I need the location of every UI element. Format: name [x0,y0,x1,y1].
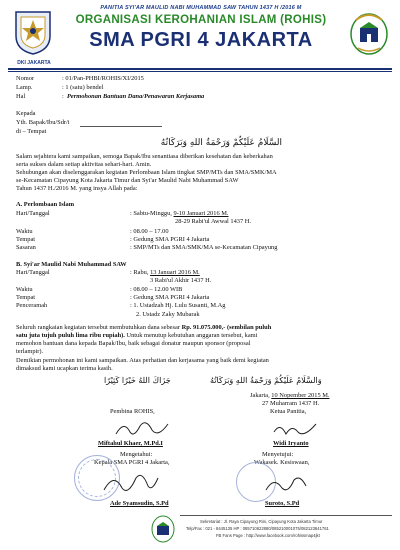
letterhead [0,2,400,70]
section-b-speaker-1: : 1. Ustadzah Hj. Lulu Susanti, M.Ag [130,302,226,309]
section-a-time-label: Waktu [16,228,33,235]
header-rule-thin [8,71,392,72]
footer-phone: Telp/Fax : 021 - 8445135 HP : 085710622880/085210001075/082123641761 [186,526,329,531]
school-name: SMA PGRI 4 JAKARTA [89,29,313,51]
ketua-name: Widi Iryanto [273,440,309,447]
intro-line: se-Kecamatan Cipayung Kota Jakarta Timur dan Syi'ar Maulid Nabi Muhammad SAW [16,177,239,184]
section-b-time-value: : 08.00 – 12.00 WIB [130,286,183,293]
salam-arabic: وَالسَّلَامُ عَلَيْكُمْ وَرَحْمَةُ اللهِ وَبَرَكَاتُهُ [210,376,322,385]
section-b-hijri-date: 3 Rabi'ul Akhir 1437 H. [150,277,212,284]
closing-line: Demikian permohonan ini kami sampaikan. Atas perhatian dan kerjasama yang baik demi kegiatan [16,357,269,364]
kepala-title: Kepala SMA PGRI 4 Jakarta, [94,459,170,466]
nomor-label: Nomor [16,75,35,82]
section-b-time-label: Waktu [16,286,33,293]
logo-caption: DKI JAKARTA [17,60,51,66]
organization-name: ORGANISASI KEROHANIAN ISLAM (ROHIS) [75,14,327,26]
section-b-date-label: Hari/Tanggal [16,269,50,276]
hal-colon: : [62,93,64,100]
hal-label: Hal [16,93,26,100]
ketua-title: Ketua Panitia, [270,408,307,415]
section-a-title: A. Perlombaan Islam [16,201,75,208]
pembina-signature-icon [112,418,172,440]
lamp-label: Lamp. [16,84,33,91]
closing-line: memohon bantuan dana kepada Bapak/Ibu, baik sebagai donatur maupun sponsor (proposal [16,340,251,347]
wakasek-signature-icon [262,472,310,496]
intro-line: Sehubungan akan diselenggarakan kegiatan Perlombaan Islam tingkat SMP/MTs dan SMA/SMK/MA [16,169,277,176]
ditempat-label: di – Tempat [16,128,47,135]
hijri-date: 27 Muharram 1437 H. [262,400,320,407]
nomor-value: : 01/Pan-PHBI/ROHIS/XI/2015 [62,75,144,82]
section-a-place-label: Tempat [16,236,36,243]
section-a-date-label: Hari/Tanggal [16,210,50,217]
section-a-target-value: : SMP/MTs dan SMA/SMK/MA se-Kecamatan Cipayung [130,244,278,251]
kepada-label: Kepada [16,110,36,117]
intro-line: Tahun 1437 H./2016 M. yang insya Allah pada: [16,185,138,192]
section-b-speaker-2: 2. Ustadz Zaky Mubarak [136,311,200,318]
footer-emblem-icon [150,514,176,544]
section-b-place-label: Tempat [16,294,36,301]
wakasek-name: Suroto, S.Pd [265,500,300,507]
section-b-speaker-label: Penceramah [16,302,48,309]
mengetahui-label: Mengetahui: [120,451,153,458]
footer-secretariat: Sekretariat : Jl. Raya Cipayung Rini, Cipayung Kota Jakarta Timur [200,519,323,524]
kepala-name: Ade Syamsudin, S.Pd [110,500,169,507]
closing-line: Seluruh rangkaian kegiatan tersebut membutuhkan dana sebesar Rp. 91.075.000,- (sembilan puluh [16,324,272,331]
wakasek-title: Wakasek. Kesiswaan, [254,459,310,466]
section-a-hijri-date: 28-29 Rabi'ul Awwal 1437 H. [175,218,252,225]
section-a-date-value: : Sabtu-Minggu, 9-10 Januari 2016 M. [130,210,229,217]
kepala-signature-icon [100,468,162,498]
school-crest-icon [12,8,54,56]
closing-line: dimaksud kami ucapkan terima kasih. [16,365,113,372]
hal-value: Permohonan Bantuan Dana/Penawaran Kerjasama [67,93,205,100]
section-a-target-label: Sasaran [16,244,36,251]
recipient-blank-line [80,126,162,127]
closing-line: terlampir). [16,348,44,355]
menyetujui-label: Menyetujui: [262,451,294,458]
section-a-time-value: : 08.00 – 17.00 [130,228,169,235]
place-date: Jakarta, 10 Nopember 2015 M. [250,392,330,399]
intro-line: Salam sejahtera kami sampaikan, semoga Bapak/Ibu senantiasa diberikan kesehatan dan keberkahan [16,153,273,160]
section-b-place-value: : Gedung SMA PGRI 4 Jakarta [130,294,210,301]
header-rule-thick [8,68,392,70]
rohis-emblem-icon [348,8,390,56]
footer-fanpage: FB Fans Page : http://www.facebook.com/rohissmap4jkt [216,533,320,538]
committee-subtitle: PANITIA SYI'AR MAULID NABI MUHAMMAD SAW TAHUN 1437 H /2016 M [100,5,302,11]
recipient-label: Yth. Bapak/Ibu/Sdr/i [16,119,70,126]
pembina-name: Miftahul Khaer, M.Pd.I [98,440,163,447]
section-a-place-value: : Gedung SMA PGRI 4 Jakarta [130,236,210,243]
lamp-value: : 1 (satu) bendel [62,84,104,91]
section-b-title: B. Syi'ar Maulid Nabi Muhammad SAW [16,261,127,268]
closing-line: satu juta tujuh puluh lima ribu rupiah). Untuk menutup kebutuhan anggaran tersebut, kami [16,332,258,339]
section-b-date-value: : Rabu, 13 Januari 2016 M. [130,269,200,276]
pembina-title: Pembina ROHIS, [110,408,155,415]
jazakallah-arabic: جَزَاكَ اللهُ خَيْرًا كَثِيْرًا [104,376,171,385]
greeting-arabic: السَّلَامُ عَلَيْكُمْ وَرَحْمَةُ اللهِ وَبَرَكَاتُهُ [160,138,282,148]
intro-line: serta sukses dalam setiap aktivitas sehari-hari. Amin. [16,161,152,168]
ketua-signature-icon [270,418,320,440]
